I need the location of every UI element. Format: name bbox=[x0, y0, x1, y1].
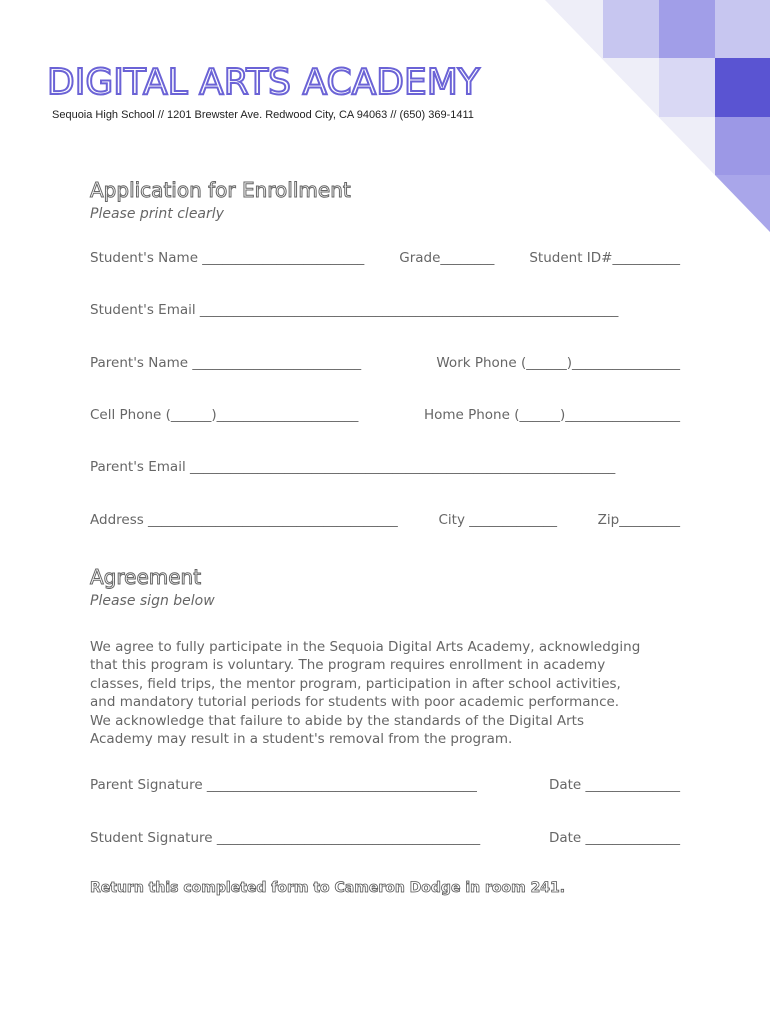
parent-name-row bbox=[90, 355, 680, 371]
student-name-field[interactable]: Student's Name ________________________ bbox=[90, 250, 365, 266]
grade-field[interactable]: Grade________ bbox=[399, 250, 495, 266]
paragraph-line: classes, field trips, the mentor program, participation in after school activities, bbox=[90, 675, 621, 692]
phone-row bbox=[90, 407, 680, 423]
parent-signature-row bbox=[90, 777, 680, 793]
student-signature-row bbox=[90, 830, 680, 846]
address-row bbox=[90, 512, 680, 528]
enrollment-heading: Application for Enrollment bbox=[90, 178, 351, 202]
enrollment-hint: Please print clearly bbox=[90, 206, 224, 222]
paragraph-line: Academy may result in a student's removal from the program. bbox=[90, 731, 513, 748]
student-info-row bbox=[90, 250, 680, 266]
student-id-field[interactable]: Student ID#__________ bbox=[529, 250, 680, 266]
return-instructions: Return this completed form to Cameron Dodge in room 241. bbox=[90, 880, 566, 896]
agreement-paragraph bbox=[90, 638, 690, 748]
paragraph-line: and mandatory tutorial periods for students with poor academic performance. bbox=[90, 694, 620, 711]
parent-name-field[interactable]: Parent's Name _________________________ bbox=[90, 355, 362, 371]
home-phone-field[interactable]: Home Phone (______)_________________ bbox=[423, 407, 680, 423]
agreement-heading: Agreement bbox=[90, 565, 202, 589]
work-phone-field[interactable]: Work Phone (______)________________ bbox=[436, 355, 680, 371]
parent-email-field[interactable]: Parent's Email _______________________________________________________________ bbox=[90, 459, 616, 475]
agreement-hint: Please sign below bbox=[90, 593, 215, 609]
student-date-field[interactable]: Date ______________ bbox=[548, 830, 680, 846]
student-email-row bbox=[90, 302, 680, 318]
contact-line: Sequoia High School // 1201 Brewster Ave. Redwood City, CA 94063 // (650) 369-1411 bbox=[52, 109, 474, 121]
cell-phone-field[interactable]: Cell Phone (______)_____________________ bbox=[90, 407, 359, 423]
zip-field[interactable]: Zip_________ bbox=[597, 512, 680, 528]
parent-date-field[interactable]: Date ______________ bbox=[548, 777, 680, 793]
parent-email-row bbox=[90, 459, 680, 475]
paragraph-line: We agree to fully participate in the Sequoia Digital Arts Academy, acknowledging bbox=[90, 639, 641, 655]
city-field[interactable]: City _____________ bbox=[438, 512, 557, 528]
parent-signature-field[interactable]: Parent Signature ________________________________________ bbox=[90, 777, 477, 793]
paragraph-line: that this program is voluntary. The program requires enrollment in academy bbox=[90, 657, 606, 674]
student-signature-field[interactable]: Student Signature _______________________________________ bbox=[90, 830, 481, 846]
student-email-field[interactable]: Student's Email ______________________________________________________________ bbox=[90, 302, 619, 318]
address-field[interactable]: Address _____________________________________ bbox=[90, 512, 398, 528]
academy-title: DIGITAL ARTS ACADEMY bbox=[47, 62, 480, 103]
paragraph-line: We acknowledge that failure to abide by the standards of the Digital Arts bbox=[90, 712, 584, 729]
